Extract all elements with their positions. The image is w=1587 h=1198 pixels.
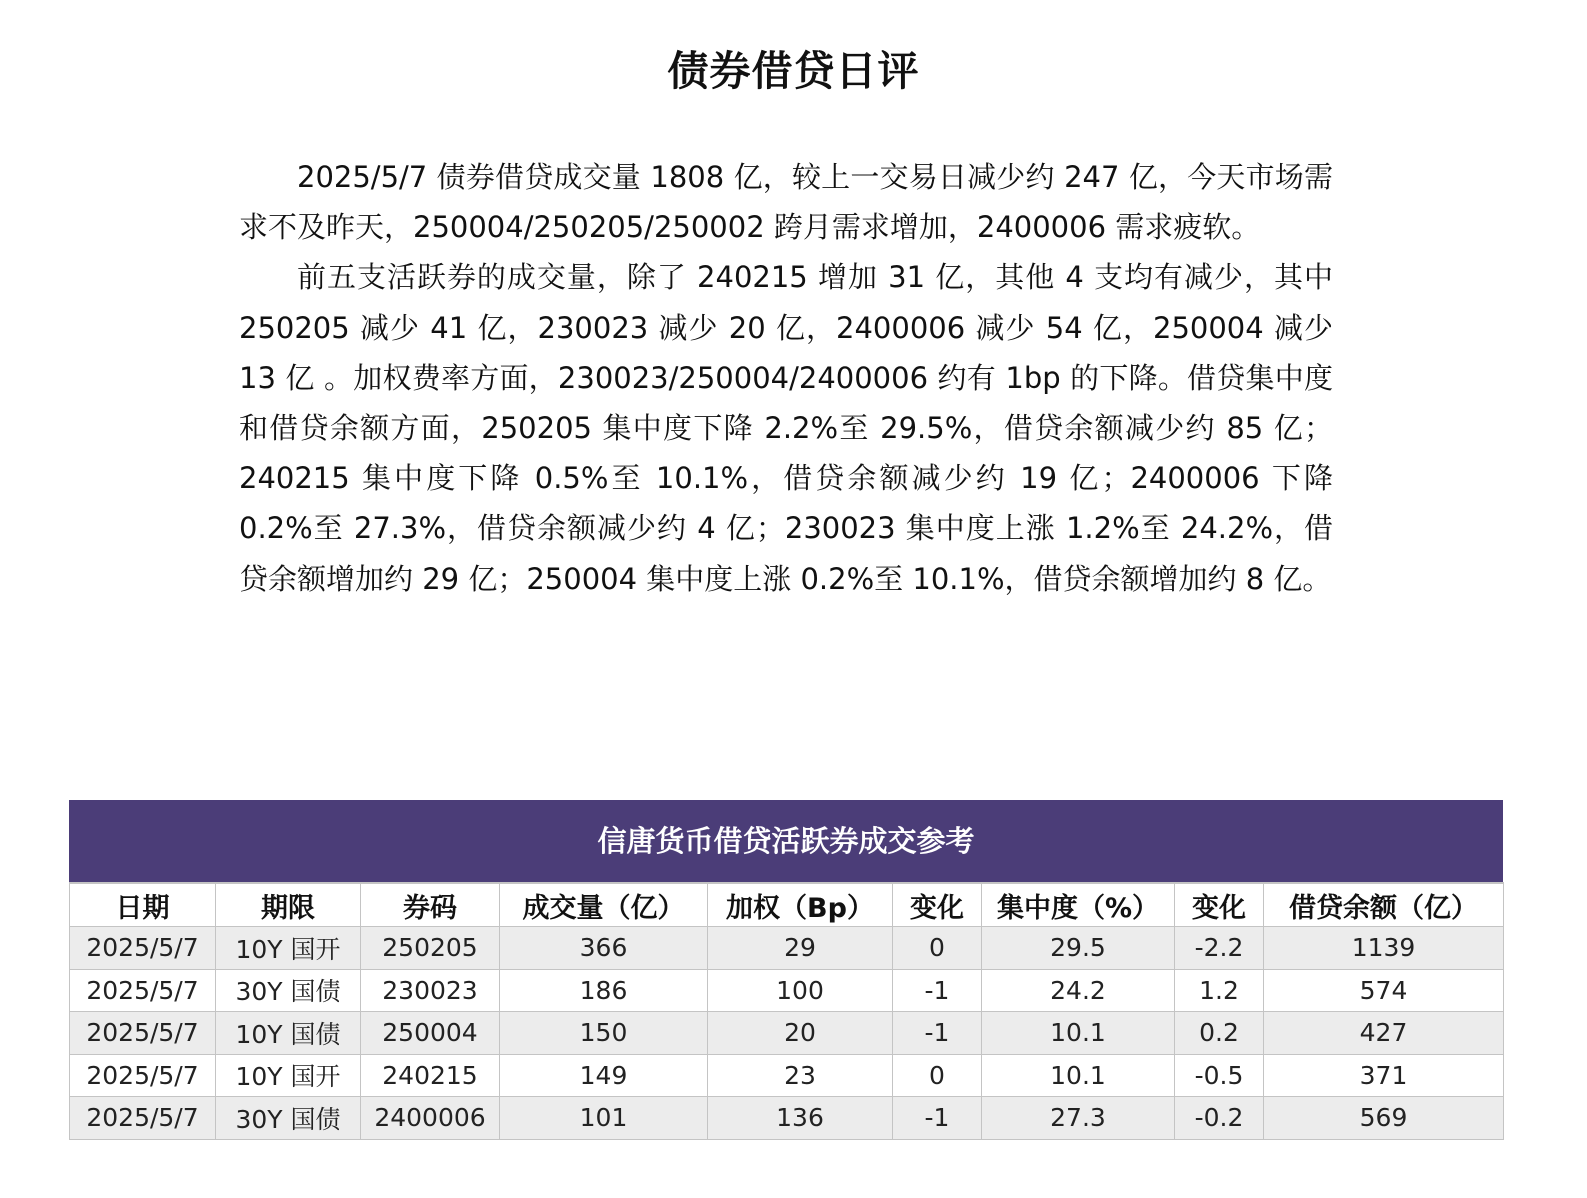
cell-balance: 574: [1264, 969, 1504, 1012]
cell-code: 250004: [361, 1012, 500, 1055]
cell-concentration-change: -0.2: [1175, 1097, 1264, 1140]
cell-term: 30Y 国债: [216, 1097, 361, 1140]
cell-volume: 150: [500, 1012, 708, 1055]
paragraph-details: 前五支活跃券的成交量，除了 240215 增加 31 亿，其他 4 支均有减少，其中 250205 减少 41 亿，230023 减少 20 亿，2400006 减少 54 亿，250004 减少 13 亿 。加权费率方面，230023/250004/2400006 约有 1bp 的下降。借贷集中度和借贷余额方面，250205 集中度下降 2.2%至 29.5%，借贷余额减少约 85 亿；240215 集中度下降 0.5%至 10.1%，借贷余额减少约 19 亿；2400006 下降 0.2%至 27.3%，借贷余额减少约 4 亿；230023 集中度上涨 1.2%至 24.2%，借贷余额增加约 29 亿；250004 集中度上涨 0.2%至 10.1%，借贷余额增加约 8 亿。: [239, 260, 1333, 596]
header-term: 期限: [216, 883, 361, 927]
cell-concentration-change: 0.2: [1175, 1012, 1264, 1055]
cell-rate-change: -1: [893, 1097, 982, 1140]
cell-date: 2025/5/7: [70, 1097, 216, 1140]
page-title: 债券借贷日评: [667, 47, 920, 95]
cell-term: 10Y 国开: [216, 1054, 361, 1097]
cell-balance: 371: [1264, 1054, 1504, 1097]
table-banner: 信唐货币借贷活跃券成交参考: [69, 800, 1503, 882]
header-code: 券码: [361, 883, 500, 927]
header-balance: 借贷余额（亿）: [1264, 883, 1504, 927]
cell-balance: 1139: [1264, 927, 1504, 970]
cell-code: 250205: [361, 927, 500, 970]
cell-volume: 149: [500, 1054, 708, 1097]
cell-rate-change: 0: [893, 927, 982, 970]
header-concentration: 集中度（%）: [982, 883, 1175, 927]
cell-rate-change: 0: [893, 1054, 982, 1097]
active-bond-table: [69, 800, 1503, 1140]
header-weighted-rate: 加权（Bp）: [708, 883, 893, 927]
cell-volume: 101: [500, 1097, 708, 1140]
cell-date: 2025/5/7: [70, 1054, 216, 1097]
table-row: [70, 969, 1504, 1012]
cell-term: 10Y 国债: [216, 1012, 361, 1055]
commentary-body: [239, 152, 1333, 604]
cell-balance: 427: [1264, 1012, 1504, 1055]
cell-concentration-change: -2.2: [1175, 927, 1264, 970]
table-row: [70, 1012, 1504, 1055]
cell-date: 2025/5/7: [70, 927, 216, 970]
cell-date: 2025/5/7: [70, 1012, 216, 1055]
cell-weighted-rate: 23: [708, 1054, 893, 1097]
paragraph-summary: 2025/5/7 债券借贷成交量 1808 亿，较上一交易日减少约 247 亿，今天市场需求不及昨天，250004/250205/250002 跨月需求增加，2400006 需求疲软。: [239, 160, 1333, 245]
cell-code: 230023: [361, 969, 500, 1012]
cell-term: 30Y 国债: [216, 969, 361, 1012]
cell-concentration: 29.5: [982, 927, 1175, 970]
cell-rate-change: -1: [893, 969, 982, 1012]
cell-volume: 186: [500, 969, 708, 1012]
cell-concentration: 10.1: [982, 1012, 1175, 1055]
table-row: [70, 927, 1504, 970]
cell-concentration: 10.1: [982, 1054, 1175, 1097]
cell-concentration-change: -0.5: [1175, 1054, 1264, 1097]
cell-weighted-rate: 20: [708, 1012, 893, 1055]
cell-volume: 366: [500, 927, 708, 970]
cell-balance: 569: [1264, 1097, 1504, 1140]
cell-term: 10Y 国开: [216, 927, 361, 970]
header-concentration-change: 变化: [1175, 883, 1264, 927]
table-header-row: [70, 883, 1504, 927]
cell-concentration: 27.3: [982, 1097, 1175, 1140]
cell-concentration: 24.2: [982, 969, 1175, 1012]
header-date: 日期: [70, 883, 216, 927]
header-rate-change: 变化: [893, 883, 982, 927]
cell-weighted-rate: 29: [708, 927, 893, 970]
cell-weighted-rate: 136: [708, 1097, 893, 1140]
cell-date: 2025/5/7: [70, 969, 216, 1012]
cell-code: 240215: [361, 1054, 500, 1097]
cell-concentration-change: 1.2: [1175, 969, 1264, 1012]
cell-rate-change: -1: [893, 1012, 982, 1055]
table-row: [70, 1054, 1504, 1097]
header-volume: 成交量（亿）: [500, 883, 708, 927]
cell-weighted-rate: 100: [708, 969, 893, 1012]
bond-table: [69, 882, 1504, 1140]
cell-code: 2400006: [361, 1097, 500, 1140]
table-row: [70, 1097, 1504, 1140]
